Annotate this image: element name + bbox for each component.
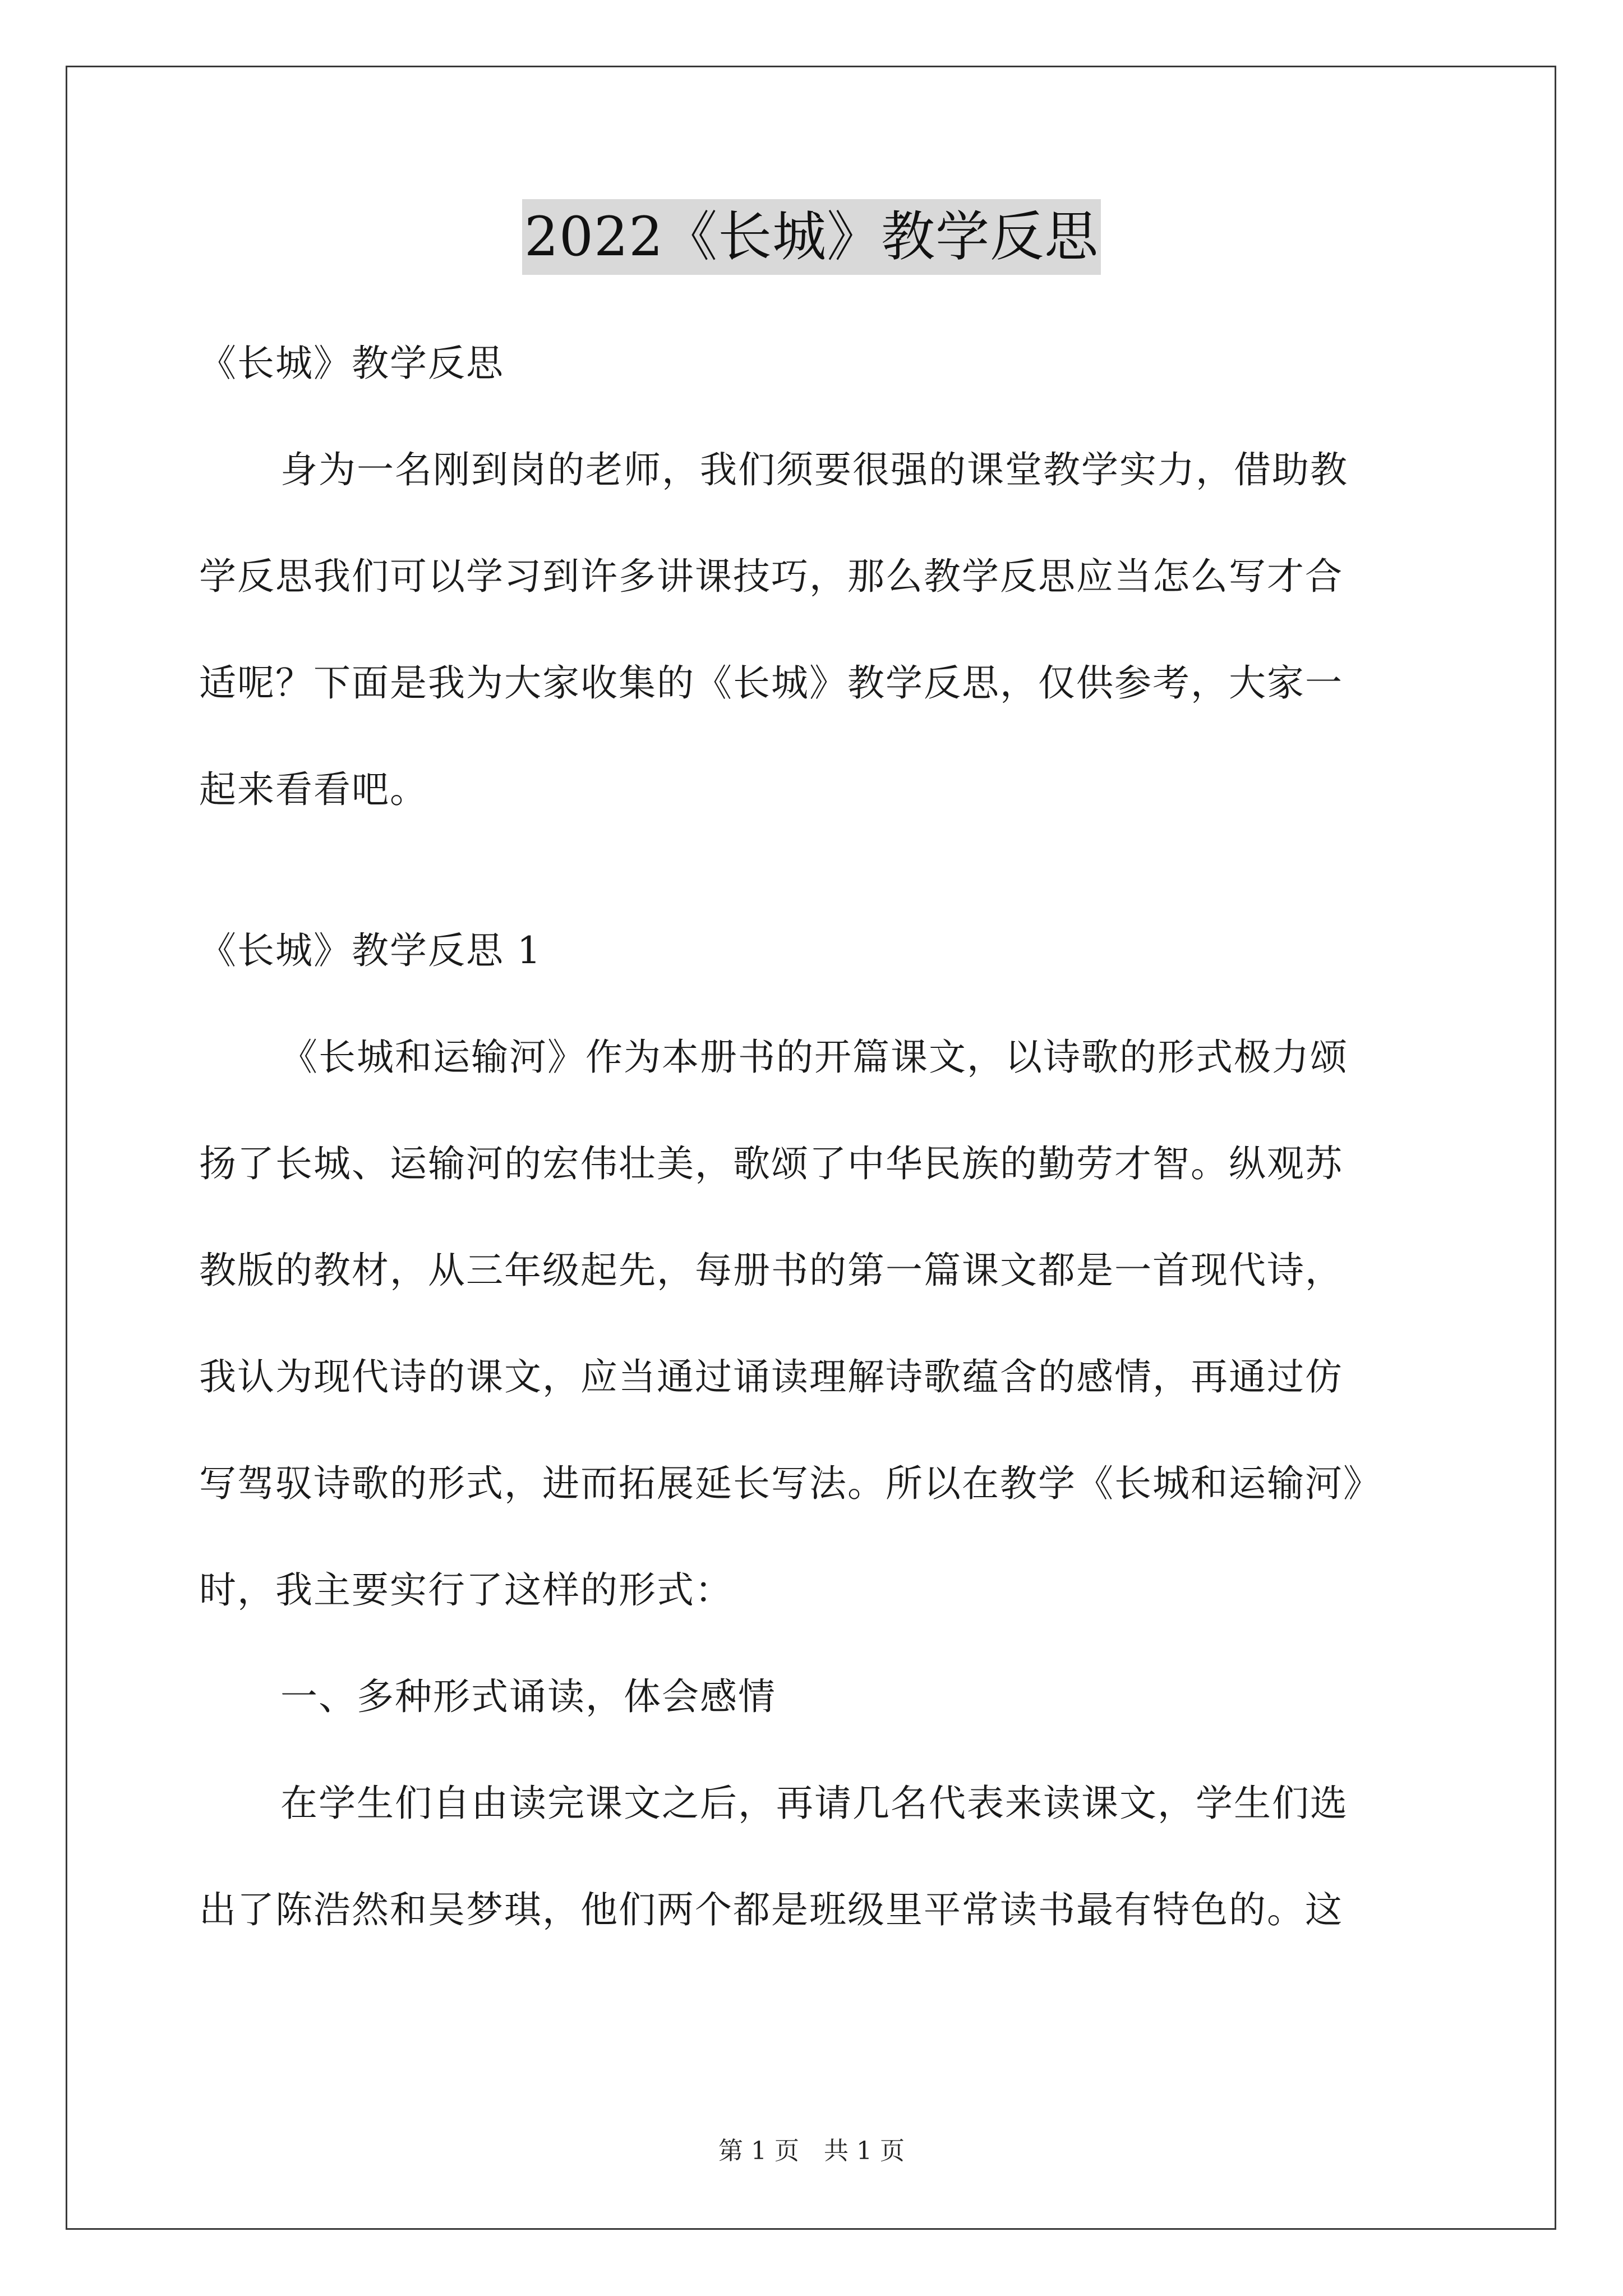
point1-paragraph [199,1777,1433,1937]
section-spacer [199,869,1433,924]
section1-heading: 《长城》教学反思 1 [199,929,542,972]
section1-paragraph [199,1030,1433,1617]
subtitle-block [199,337,1433,390]
page-number-total: 共 1 页 [824,2137,905,2165]
page-number-current: 第 1 页 [718,2137,799,2165]
section1-line-6: 时，我主要实行了这样的形式： [199,1568,733,1612]
point1-heading: 一、多种形式诵读，体会感情 [280,1675,776,1718]
section1-line-4: 我认为现代诗的课文，应当通过诵读理解诗歌蕴含的感情，再通过仿 [199,1355,1343,1398]
section1-heading-block [199,924,1433,978]
section1-line-5: 写驾驭诗歌的形式，进而拓展延长写法。所以在教学《长城和运输河》 [199,1462,1381,1505]
point1-line-1: 在学生们自由读完课文之后，再请几名代表来读课文，学生们选 [280,1782,1348,1825]
intro-line-4: 起来看看吧。 [199,768,428,811]
intro-paragraph [199,443,1433,817]
intro-line-1: 身为一名刚到岗的老师，我们须要很强的课堂教学实力，借助教 [280,448,1348,491]
section1-line-1: 《长城和运输河》作为本册书的开篇课文，以诗歌的形式极力颂 [280,1036,1348,1079]
document-body [199,337,1433,1990]
section1-line-3: 教版的教材，从三年级起先，每册书的第一篇课文都是一首现代诗， [199,1249,1343,1292]
title-container [0,199,1623,275]
point1-block [199,1670,1433,1724]
document-title: 2022《长城》教学反思 [522,199,1101,275]
intro-line-3: 适呢？下面是我为大家收集的《长城》教学反思，仅供参考，大家一 [199,661,1343,705]
intro-line-2: 学反思我们可以学习到许多讲课技巧，那么教学反思应当怎么写才合 [199,555,1343,598]
point1-line-2: 出了陈浩然和吴梦琪，他们两个都是班级里平常读书最有特色的。这 [199,1888,1343,1931]
subtitle: 《长城》教学反思 [199,342,504,385]
section1-line-2: 扬了长城、运输河的宏伟壮美，歌颂了中华民族的勤劳才智。纵观苏 [199,1142,1343,1185]
page-footer [0,2134,1623,2168]
